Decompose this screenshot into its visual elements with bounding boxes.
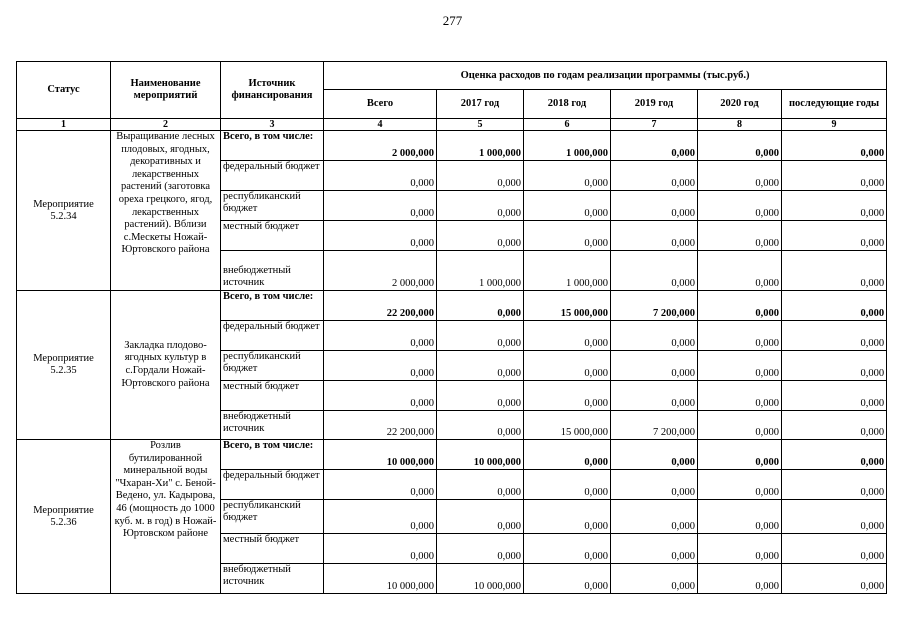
value-cell: 0,000 (611, 564, 698, 594)
funding-source: Всего, в том числе: (221, 131, 324, 161)
value-cell: 7 200,000 (611, 411, 698, 440)
event-status: Мероприятие 5.2.35 (17, 291, 111, 440)
value-cell: 1 000,000 (437, 251, 524, 291)
funding-source: республиканский бюджет (221, 191, 324, 221)
value-cell: 15 000,000 (524, 411, 611, 440)
event-group (17, 291, 887, 440)
value-cell: 1 000,000 (524, 131, 611, 161)
value-cell: 10 000,000 (324, 564, 437, 594)
value-cell: 0,000 (782, 161, 887, 191)
table-row (17, 131, 887, 161)
value-cell: 0,000 (437, 411, 524, 440)
value-cell: 0,000 (324, 351, 437, 381)
header-year-2019: 2019 год (611, 90, 698, 119)
funding-source: местный бюджет (221, 221, 324, 251)
page-number: 277 (442, 13, 463, 28)
value-cell: 0,000 (611, 251, 698, 291)
value-cell: 0,000 (611, 440, 698, 470)
funding-source: внебюджетный источник (221, 251, 324, 291)
header-year-total: Всего (324, 90, 437, 119)
value-cell: 0,000 (437, 221, 524, 251)
value-cell: 15 000,000 (524, 291, 611, 321)
header-status: Статус (17, 62, 111, 119)
column-index: 9 (782, 119, 887, 131)
value-cell: 0,000 (698, 291, 782, 321)
header-name: Наименование мероприятий (111, 62, 221, 119)
value-cell: 0,000 (524, 351, 611, 381)
value-cell: 0,000 (698, 500, 782, 534)
value-cell: 0,000 (782, 534, 887, 564)
value-cell: 0,000 (782, 440, 887, 470)
value-cell: 0,000 (324, 321, 437, 351)
value-cell: 0,000 (698, 381, 782, 411)
column-index: 8 (698, 119, 782, 131)
value-cell: 10 000,000 (324, 440, 437, 470)
funding-source: внебюджетный источник (221, 564, 324, 594)
header-estimate: Оценка расходов по годам реализации программы (тыс.руб.) (324, 62, 887, 90)
value-cell: 0,000 (782, 131, 887, 161)
value-cell: 0,000 (698, 440, 782, 470)
funding-source: внебюджетный источник (221, 411, 324, 440)
value-cell: 0,000 (524, 500, 611, 534)
value-cell: 0,000 (782, 500, 887, 534)
value-cell: 0,000 (782, 470, 887, 500)
event-name: Выращивание лесных плодовых, ягодных, декоративных и лекарственных растений (заготовка ореха грецкого, ягод, лекарственных растений). Вблизи с.Мескеты Ножай-Юртовского района (111, 131, 221, 291)
value-cell: 0,000 (782, 351, 887, 381)
budget-table (16, 61, 887, 594)
header-year-2017: 2017 год (437, 90, 524, 119)
value-cell: 0,000 (698, 564, 782, 594)
value-cell: 0,000 (611, 131, 698, 161)
value-cell: 0,000 (324, 500, 437, 534)
value-cell: 0,000 (324, 381, 437, 411)
value-cell: 0,000 (437, 500, 524, 534)
event-group (17, 131, 887, 291)
value-cell: 0,000 (782, 251, 887, 291)
value-cell: 0,000 (782, 411, 887, 440)
value-cell: 0,000 (698, 221, 782, 251)
event-group (17, 440, 887, 594)
funding-source: Всего, в том числе: (221, 440, 324, 470)
value-cell: 0,000 (782, 191, 887, 221)
value-cell: 0,000 (782, 381, 887, 411)
funding-source: республиканский бюджет (221, 500, 324, 534)
value-cell: 0,000 (698, 161, 782, 191)
value-cell: 0,000 (524, 470, 611, 500)
value-cell: 0,000 (611, 321, 698, 351)
column-index: 2 (111, 119, 221, 131)
value-cell: 0,000 (524, 440, 611, 470)
event-name: Розлив бутилированной минеральной воды "Чхаран-Хи" с. Беной-Ведено, ул. Кадырова, 46 (мощность до 1000 куб. м. в год) в Ножай-Юртовском районе (111, 440, 221, 594)
value-cell: 0,000 (524, 191, 611, 221)
value-cell: 0,000 (324, 470, 437, 500)
value-cell: 0,000 (698, 411, 782, 440)
value-cell: 0,000 (611, 351, 698, 381)
funding-source: федеральный бюджет (221, 470, 324, 500)
value-cell: 0,000 (611, 534, 698, 564)
funding-source: республиканский бюджет (221, 351, 324, 381)
table-row (17, 440, 887, 470)
column-index: 4 (324, 119, 437, 131)
event-name: Закладка плодово-ягодных культур в с.Гордали Ножай-Юртовского района (111, 291, 221, 440)
value-cell: 7 200,000 (611, 291, 698, 321)
value-cell: 0,000 (437, 534, 524, 564)
funding-source: федеральный бюджет (221, 321, 324, 351)
funding-source: местный бюджет (221, 534, 324, 564)
value-cell: 0,000 (524, 321, 611, 351)
value-cell: 0,000 (324, 534, 437, 564)
value-cell: 0,000 (782, 321, 887, 351)
header-year-2018: 2018 год (524, 90, 611, 119)
value-cell: 0,000 (782, 291, 887, 321)
column-index: 1 (17, 119, 111, 131)
event-status: Мероприятие 5.2.34 (17, 131, 111, 291)
value-cell: 0,000 (324, 221, 437, 251)
value-cell: 0,000 (437, 191, 524, 221)
value-cell: 0,000 (611, 221, 698, 251)
value-cell: 0,000 (524, 381, 611, 411)
value-cell: 0,000 (782, 564, 887, 594)
value-cell: 0,000 (611, 500, 698, 534)
value-cell: 22 200,000 (324, 291, 437, 321)
value-cell: 0,000 (437, 351, 524, 381)
value-cell: 2 000,000 (324, 131, 437, 161)
value-cell: 0,000 (611, 470, 698, 500)
funding-source: федеральный бюджет (221, 161, 324, 191)
value-cell: 0,000 (698, 321, 782, 351)
header-year-later: последующие годы (782, 90, 887, 119)
value-cell: 0,000 (611, 191, 698, 221)
value-cell: 1 000,000 (437, 131, 524, 161)
value-cell: 0,000 (524, 221, 611, 251)
value-cell: 0,000 (611, 381, 698, 411)
value-cell: 2 000,000 (324, 251, 437, 291)
value-cell: 0,000 (698, 191, 782, 221)
value-cell: 10 000,000 (437, 564, 524, 594)
event-status: Мероприятие 5.2.36 (17, 440, 111, 594)
value-cell: 0,000 (324, 191, 437, 221)
value-cell: 0,000 (698, 351, 782, 381)
value-cell: 0,000 (698, 534, 782, 564)
header-year-2020: 2020 год (698, 90, 782, 119)
value-cell: 10 000,000 (437, 440, 524, 470)
funding-source: Всего, в том числе: (221, 291, 324, 321)
value-cell: 0,000 (611, 161, 698, 191)
value-cell: 0,000 (437, 470, 524, 500)
value-cell: 0,000 (782, 221, 887, 251)
value-cell: 1 000,000 (524, 251, 611, 291)
table-row (17, 291, 887, 321)
value-cell: 0,000 (524, 161, 611, 191)
value-cell: 0,000 (698, 470, 782, 500)
value-cell: 0,000 (698, 251, 782, 291)
value-cell: 0,000 (698, 131, 782, 161)
value-cell: 0,000 (437, 321, 524, 351)
value-cell: 0,000 (437, 381, 524, 411)
header-source: Источник финансирования (221, 62, 324, 119)
value-cell: 0,000 (437, 291, 524, 321)
value-cell: 0,000 (437, 161, 524, 191)
value-cell: 0,000 (324, 161, 437, 191)
value-cell: 0,000 (524, 534, 611, 564)
column-index: 6 (524, 119, 611, 131)
value-cell: 0,000 (524, 564, 611, 594)
column-index: 3 (221, 119, 324, 131)
column-index: 7 (611, 119, 698, 131)
column-index: 5 (437, 119, 524, 131)
column-index-row (17, 119, 887, 131)
value-cell: 22 200,000 (324, 411, 437, 440)
funding-source: местный бюджет (221, 381, 324, 411)
